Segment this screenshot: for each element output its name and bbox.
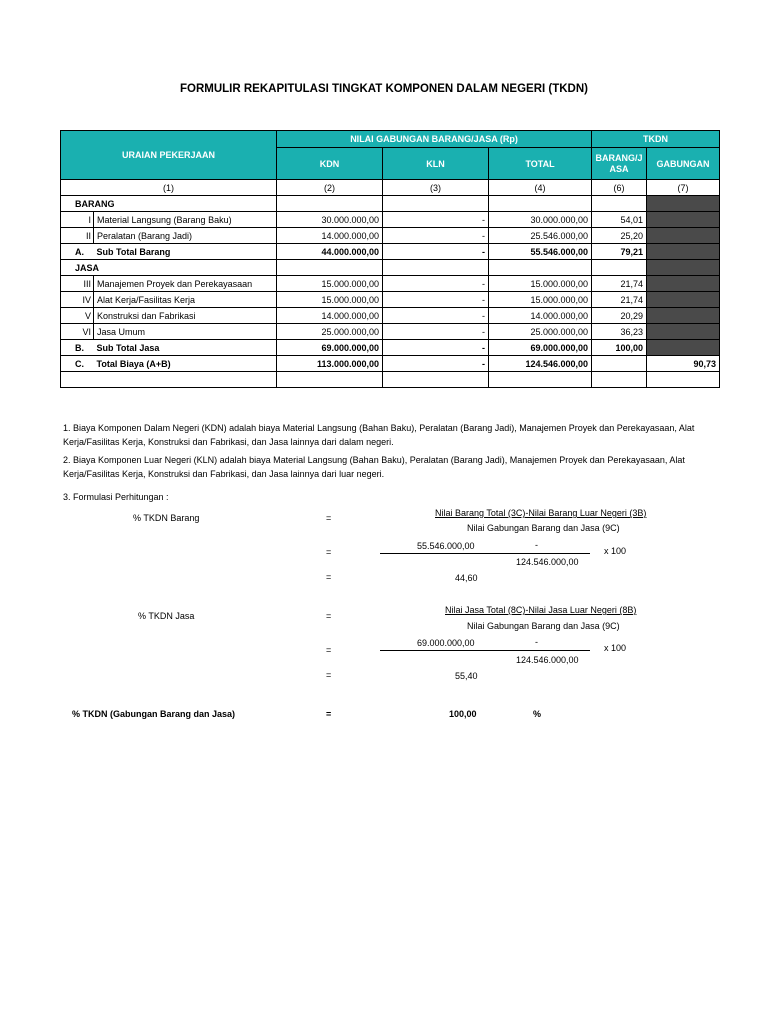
total-row xyxy=(61,356,720,372)
equals-sign: = xyxy=(326,645,332,655)
tkdn-table xyxy=(60,130,720,388)
page-title: FORMULIR REKAPITULASI TINGKAT KOMPONEN DALAM NEGERI (TKDN) xyxy=(179,83,588,95)
row-total: 30.000.000,00 xyxy=(489,212,592,228)
row-kdn: 30.000.000,00 xyxy=(277,212,383,228)
row-name: Sub Total Barang xyxy=(94,244,277,260)
section-barang-row xyxy=(61,196,720,212)
header-kln: KLN xyxy=(383,148,489,180)
row-kdn: 15.000.000,00 xyxy=(277,292,383,308)
dark-cell xyxy=(647,276,720,292)
row-roman: III xyxy=(61,276,94,292)
table-row xyxy=(61,212,720,228)
row-name: Total Biaya (A+B) xyxy=(94,356,277,372)
row-pct: 36,23 xyxy=(592,324,647,340)
barang-den-value: 124.546.000,00 xyxy=(516,557,579,567)
dark-cell xyxy=(647,244,720,260)
row-kln: - xyxy=(383,292,489,308)
jasa-denominator-text: Nilai Gabungan Barang dan Jasa (9C) xyxy=(467,621,620,631)
dark-cell xyxy=(647,308,720,324)
row-name: Sub Total Jasa xyxy=(94,340,277,356)
gabungan-value: 100,00 xyxy=(449,709,477,719)
subtotal-row xyxy=(61,340,720,356)
equals-sign: = xyxy=(326,709,332,719)
header-kdn: KDN xyxy=(277,148,383,180)
row-name: Manajemen Proyek dan Perekayasaan xyxy=(94,276,277,292)
row-total: 124.546.000,00 xyxy=(489,356,592,372)
equals-sign: = xyxy=(326,670,332,680)
barang-denominator-text: Nilai Gabungan Barang dan Jasa (9C) xyxy=(467,523,620,533)
row-pct: 21,74 xyxy=(592,276,647,292)
col-number-1: (1) xyxy=(61,180,277,196)
dark-cell xyxy=(647,212,720,228)
jasa-numerator-text: Nilai Jasa Total (8C)-Nilai Jasa Luar Negeri (8B) xyxy=(445,605,637,615)
row-pct xyxy=(592,356,647,372)
row-total: 55.546.000,00 xyxy=(489,244,592,260)
table-row xyxy=(61,228,720,244)
header-barang-jasa: BARANG/J ASA xyxy=(592,148,647,180)
row-kdn: 14.000.000,00 xyxy=(277,308,383,324)
tkdn-gabungan-label: % TKDN (Gabungan Barang dan Jasa) xyxy=(72,709,236,719)
row-kln: - xyxy=(383,244,489,260)
section-label: BARANG xyxy=(61,196,277,212)
row-kdn: 14.000.000,00 xyxy=(277,228,383,244)
dark-cell xyxy=(647,292,720,308)
row-roman: I xyxy=(61,212,94,228)
barang-numerator-text: Nilai Barang Total (3C)-Nilai Barang Luar Negeri (3B) xyxy=(435,508,647,518)
row-kdn: 15.000.000,00 xyxy=(277,276,383,292)
col-number-3: (3) xyxy=(383,180,489,196)
fraction-line xyxy=(380,553,590,554)
row-kdn: 44.000.000,00 xyxy=(277,244,383,260)
col-number-7: (7) xyxy=(647,180,720,196)
empty-row xyxy=(61,372,720,388)
header-nilai-gabungan: NILAI GABUNGAN BARANG/JASA (Rp) xyxy=(277,131,592,148)
equals-sign: = xyxy=(326,572,332,582)
row-kln: - xyxy=(383,212,489,228)
row-pct: 21,74 xyxy=(592,292,647,308)
row-roman: C. xyxy=(61,356,94,372)
row-roman: A. xyxy=(61,244,94,260)
row-pct: 54,01 xyxy=(592,212,647,228)
equals-sign: = xyxy=(326,611,332,621)
table-row xyxy=(61,324,720,340)
row-name: Material Langsung (Barang Baku) xyxy=(94,212,277,228)
row-total: 25.546.000,00 xyxy=(489,228,592,244)
col-number-4: (4) xyxy=(489,180,592,196)
note-2: 2. Biaya Komponen Luar Negeri (KLN) adalah biaya Material Langsung (Bahan Baku), Peralatan (Barang Jadi), Manajemen Proyek dan Perekayasaan, Alat Kerja/Fasilitas Kerja, Konstruksi dan Fabrikasi, dan Jasa lainnya dari luar negeri. xyxy=(63,455,685,479)
col-number-6: (6) xyxy=(592,180,647,196)
row-name: Peralatan (Barang Jadi) xyxy=(94,228,277,244)
jasa-times: x 100 xyxy=(604,643,627,653)
dark-cell xyxy=(647,228,720,244)
dark-cell xyxy=(647,196,720,212)
row-kln: - xyxy=(383,276,489,292)
row-name: Jasa Umum xyxy=(94,324,277,340)
row-total: 69.000.000,00 xyxy=(489,340,592,356)
row-kdn: 69.000.000,00 xyxy=(277,340,383,356)
section-label: JASA xyxy=(61,260,277,276)
section-jasa-row xyxy=(61,260,720,276)
row-roman: V xyxy=(61,308,94,324)
jasa-result: 55,40 xyxy=(455,671,478,681)
barang-minus: - xyxy=(535,540,538,550)
barang-num-value: 55.546.000,00 xyxy=(417,541,475,551)
row-total: 15.000.000,00 xyxy=(489,276,592,292)
row-name: Alat Kerja/Fasilitas Kerja xyxy=(94,292,277,308)
row-pct: 79,21 xyxy=(592,244,647,260)
row-roman: II xyxy=(61,228,94,244)
row-roman: B. xyxy=(61,340,94,356)
row-kln: - xyxy=(383,356,489,372)
jasa-minus: - xyxy=(535,637,538,647)
table-row xyxy=(61,276,720,292)
note-1: 1. Biaya Komponen Dalam Negeri (KDN) adalah biaya Material Langsung (Bahan Baku), Peralatan (Barang Jadi), Manajemen Proyek dan Perekayasaan, Alat Kerja/Fasilitas Kerja, Konstruksi dan Fabrikasi, dan Jasa lainnya dari dalam negeri. xyxy=(63,423,695,447)
jasa-num-value: 69.000.000,00 xyxy=(417,638,475,648)
row-kdn: 113.000.000,00 xyxy=(277,356,383,372)
table-row xyxy=(61,308,720,324)
note-3: 3. Formulasi Perhitungan : xyxy=(63,492,169,502)
dark-cell xyxy=(647,324,720,340)
row-pct: 100,00 xyxy=(592,340,647,356)
tkdn-barang-label: % TKDN Barang xyxy=(133,513,200,523)
row-pct: 20,29 xyxy=(592,308,647,324)
header-gabungan: GABUNGAN xyxy=(647,148,720,180)
fraction-line xyxy=(380,650,590,651)
gabungan-unit: % xyxy=(533,709,542,719)
row-name: Konstruksi dan Fabrikasi xyxy=(94,308,277,324)
tkdn-jasa-label: % TKDN Jasa xyxy=(138,611,195,621)
row-pct: 25,20 xyxy=(592,228,647,244)
subtotal-row xyxy=(61,244,720,260)
row-kln: - xyxy=(383,228,489,244)
row-roman: IV xyxy=(61,292,94,308)
row-gabungan: 90,73 xyxy=(647,356,720,372)
header-total: TOTAL xyxy=(489,148,592,180)
row-kln: - xyxy=(383,324,489,340)
header-uraian: URAIAN PEKERJAAN xyxy=(61,131,277,180)
equals-sign: = xyxy=(326,513,332,523)
barang-times: x 100 xyxy=(604,546,627,556)
row-total: 25.000.000,00 xyxy=(489,324,592,340)
jasa-den-value: 124.546.000,00 xyxy=(516,655,579,665)
equals-sign: = xyxy=(326,547,332,557)
dark-cell xyxy=(647,260,720,276)
row-total: 15.000.000,00 xyxy=(489,292,592,308)
col-number-2: (2) xyxy=(277,180,383,196)
barang-result: 44,60 xyxy=(455,573,478,583)
row-total: 14.000.000,00 xyxy=(489,308,592,324)
row-roman: VI xyxy=(61,324,94,340)
row-kdn: 25.000.000,00 xyxy=(277,324,383,340)
header-tkdn: TKDN xyxy=(592,131,720,148)
table-row xyxy=(61,292,720,308)
row-kln: - xyxy=(383,308,489,324)
dark-cell xyxy=(647,340,720,356)
row-kln: - xyxy=(383,340,489,356)
